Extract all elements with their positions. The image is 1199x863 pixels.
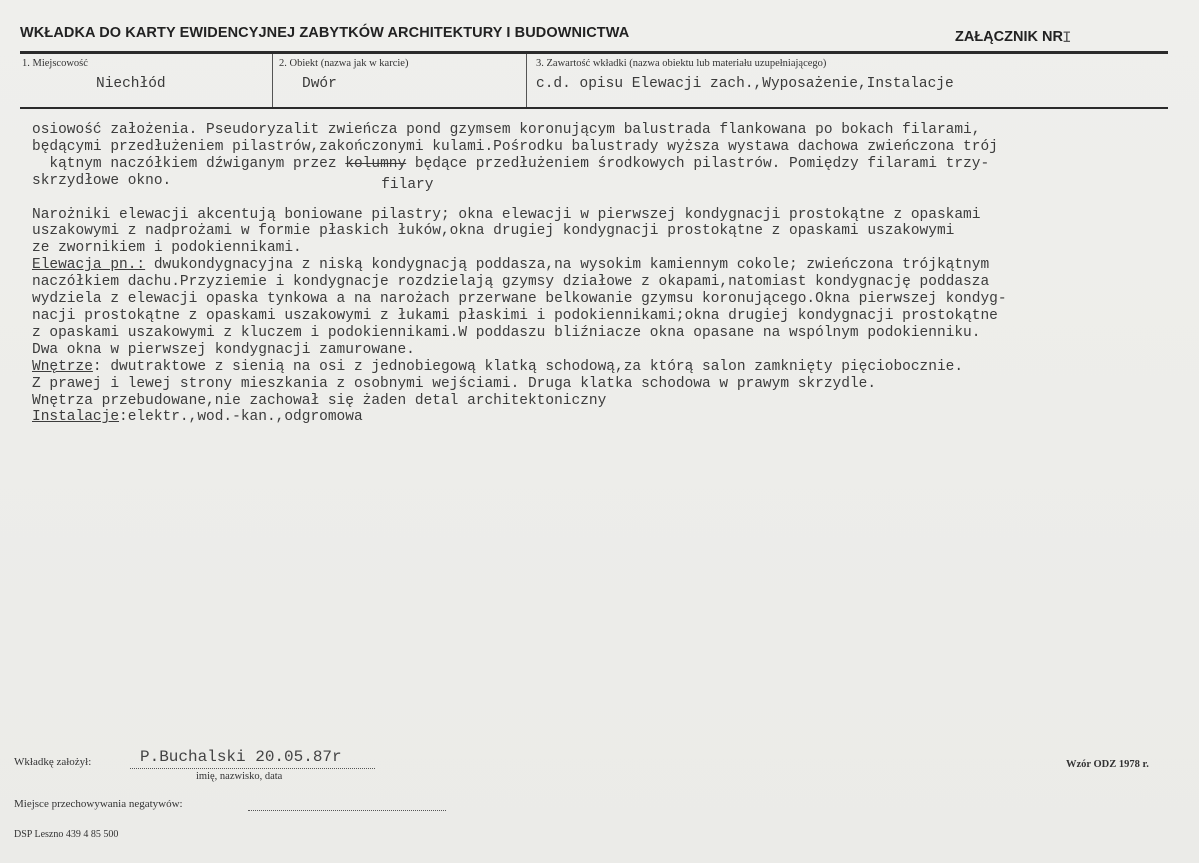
inserted-word: filary (381, 176, 434, 193)
text-line: skrzydłowe okno. (32, 172, 172, 189)
text-line: Dwa okna w pierwszej kondygnacji zamurowane. (32, 341, 415, 358)
content-label: 3. Zawartość wkładki (nazwa obiektu lub materiału uzupełniającego) (536, 58, 827, 69)
text-line: ze zwornikiem i podokiennikami. (32, 240, 302, 257)
text-line: osiowość założenia. Pseudoryzalit zwieńcza pond gzymsem koronującym balustrada flankowana po bokach filarami, (32, 122, 981, 138)
text-line: Z prawej i lewej strony mieszkania z osobnymi wejściami. Druga klatka schodowa w prawym skrzydle. (32, 375, 877, 392)
section-heading-interior: Wnętrze (32, 358, 93, 375)
fields-rule (20, 107, 1168, 109)
negatives-label: Miejsce przechowywania negatywów: (14, 798, 183, 810)
text-line: nacji prostokątne z opaskami uszakowymi z łukami płaskimi i podokiennikami;okna drugiej kondygnacji prostokątne (32, 307, 998, 324)
annex-number: I (1062, 29, 1072, 47)
locality-label: 1. Miejscowość (22, 58, 88, 69)
form-title: WKŁADKA DO KARTY EWIDENCYJNEJ ZABYTKÓW ARCHITEKTURY I BUDOWNICTWA (20, 25, 630, 41)
form-code: Wzór ODZ 1978 r. (1066, 759, 1149, 770)
content-value: c.d. opisu Elewacji zach.,Wyposażenie,Instalacje (536, 76, 954, 92)
description-text (32, 122, 1182, 426)
text-line: Wnętrza przebudowane,nie zachował się żaden detal architektoniczny (32, 392, 607, 409)
field-divider-1 (272, 54, 273, 107)
text-line: będącymi przedłużeniem pilastrów,zakończonymi kulami.Pośrodku balustrady wyższa wystawa dachowa zwieńczona trój (32, 138, 998, 155)
annex-label: ZAŁĄCZNIK NR (955, 29, 1063, 45)
text-line: :elektr.,wod.-kan.,odgromowa (119, 409, 363, 426)
text-line: naczółkiem dachu.Przyziemie i kondygnacje rozdzielają gzymsy działowe z okapami,natomiast kondygnację poddasza (32, 274, 990, 291)
text-line: kątnym naczółkiem dźwiganym przez (32, 155, 346, 172)
section-heading-north-elevation: Elewacja pn.: (32, 257, 146, 274)
text-line: z opaskami uszakowymi z kluczem i podokiennikami.W poddaszu bliźniacze okna opasane na wspólnym podokienniku. (32, 324, 981, 341)
text-line: : dwutraktowe z sienią na osi z jednobiegową klatką schodową,za którą salon zamknięty pięciobocznie. (92, 358, 964, 375)
section-heading-installations: Instalacje (32, 409, 120, 426)
object-value: Dwór (302, 76, 337, 92)
text-line: dwukondygnacyjna z niską kondygnacją poddasza,na wysokim kamiennym cokole; zwieńczona trójkątnym (145, 257, 990, 274)
prepared-by-value: P.Buchalski 20.05.87r (140, 748, 342, 766)
locality-value: Niechłód (96, 76, 166, 92)
text-line: wydziela z elewacji opaska tynkowa a na narożach przerwane belkowanie gzymsu koronującego.Okna pierwszej kondyg- (32, 291, 1007, 308)
text-line: uszakowymi z nadprożami w formie płaskich łuków,okna drugiej kondygnacji prostokątne z opaskami uszakowymi (32, 223, 955, 240)
text-line: Narożniki elewacji akcentują boniowane pilastry; okna elewacji w pierwszej kondygnacji prostokątne z opaskami (32, 206, 981, 223)
text-line: będące przedłużeniem środkowych pilastrów. Pomiędzy filarami trzy- (406, 155, 990, 172)
header-rule (20, 51, 1168, 54)
prepared-by-caption: imię, nazwisko, data (196, 771, 283, 782)
struck-word: kolumny (345, 155, 407, 172)
negatives-line (248, 810, 446, 811)
prepared-by-line (130, 768, 375, 769)
field-divider-2 (526, 54, 527, 107)
object-label: 2. Obiekt (nazwa jak w karcie) (279, 58, 409, 69)
prepared-by-label: Wkładkę założył: (14, 756, 92, 768)
print-code: DSP Leszno 439 4 85 500 (14, 829, 119, 840)
